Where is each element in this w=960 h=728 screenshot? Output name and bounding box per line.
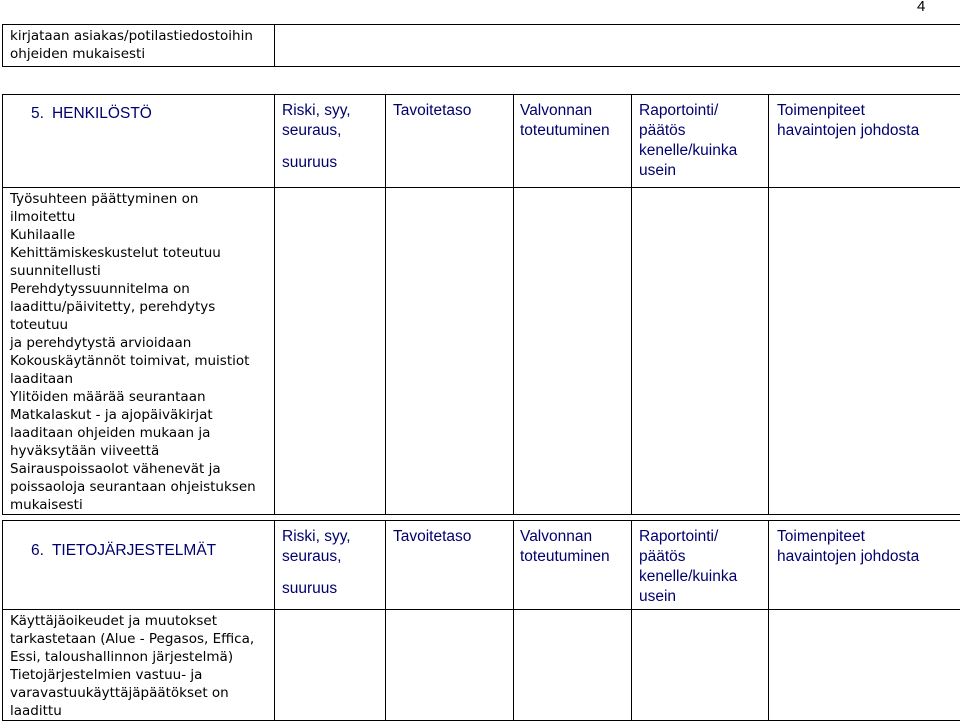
section-5-table <box>2 94 960 515</box>
section-6-title-cell <box>3 521 275 610</box>
header-actions: Toimenpiteet havaintojen johdosta <box>769 95 960 188</box>
empty-cell <box>386 188 514 515</box>
section-6-items-cell <box>3 610 275 721</box>
fragment-line-2: ohjeiden mukaisesti <box>10 46 146 62</box>
list-item: Sairauspoissaolot vähenevät ja poissaoloja seurantaan ohjeistuksen mukaisesti <box>10 461 256 513</box>
section-5-title-cell <box>3 95 275 188</box>
empty-cell <box>514 188 632 515</box>
list-item: Ylitöiden määrää seurantaan <box>10 389 206 405</box>
section-5-title: HENKILÖSTÖ <box>51 105 152 122</box>
list-item: Matkalaskut - ja ajopäiväkirjat laaditaan ohjeiden mukaan ja hyväksytään viiveettä <box>10 407 213 459</box>
header-reporting: Raportointi/ päätös kenelle/kuinka usein <box>632 521 769 610</box>
header-risk: Riski, syy, seuraus, suuruus <box>275 95 386 188</box>
list-item: Perehdytyssuunnitelma on laadittu/päivitetty, perehdytys toteutuu ja perehdytystä arvioidaan <box>10 281 216 351</box>
header-monitoring: Valvonnan toteutuminen <box>514 95 632 188</box>
fragment-line-1: kirjataan asiakas/potilastiedostoihin <box>10 28 253 44</box>
empty-cell <box>275 188 386 515</box>
section-5-number: 5. <box>31 105 44 122</box>
list-item: Työsuhteen päättyminen on ilmoitettu Kuhilaalle <box>10 191 199 243</box>
header-reporting: Raportointi/ päätös kenelle/kuinka usein <box>632 95 769 188</box>
list-item: Kokouskäytännöt toimivat, muistiot laaditaan <box>10 353 250 387</box>
header-risk: Riski, syy, seuraus, suuruus <box>275 521 386 610</box>
empty-cell <box>386 610 514 721</box>
top-fragment-empty-cell <box>275 25 960 67</box>
section-6-number: 6. <box>31 542 44 559</box>
empty-cell <box>632 610 769 721</box>
list-item: Kehittämiskeskustelut toteutuu suunnitellusti <box>10 245 221 279</box>
page-number: 4 <box>917 0 926 15</box>
header-target: Tavoitetaso <box>386 95 514 188</box>
section-6-title: TIETOJÄRJESTELMÄT <box>51 542 217 559</box>
empty-cell <box>769 188 960 515</box>
top-fragment-table <box>2 24 960 67</box>
section-5-items-cell <box>3 188 275 515</box>
empty-cell <box>275 610 386 721</box>
header-target: Tavoitetaso <box>386 521 514 610</box>
list-item: Tietojärjestelmien vastuu- ja varavastuukäyttäjäpäätökset on laadittu <box>10 667 229 719</box>
header-monitoring: Valvonnan toteutuminen <box>514 521 632 610</box>
empty-cell <box>769 610 960 721</box>
list-item: Käyttäjäoikeudet ja muutokset tarkastetaan (Alue - Pegasos, Effica, Essi, taloushallinnon järjestelmä) <box>10 613 255 665</box>
section-6-table <box>2 520 960 721</box>
empty-cell <box>632 188 769 515</box>
empty-cell <box>514 610 632 721</box>
header-actions: Toimenpiteet havaintojen johdosta <box>769 521 960 610</box>
top-fragment-cell <box>3 25 275 67</box>
